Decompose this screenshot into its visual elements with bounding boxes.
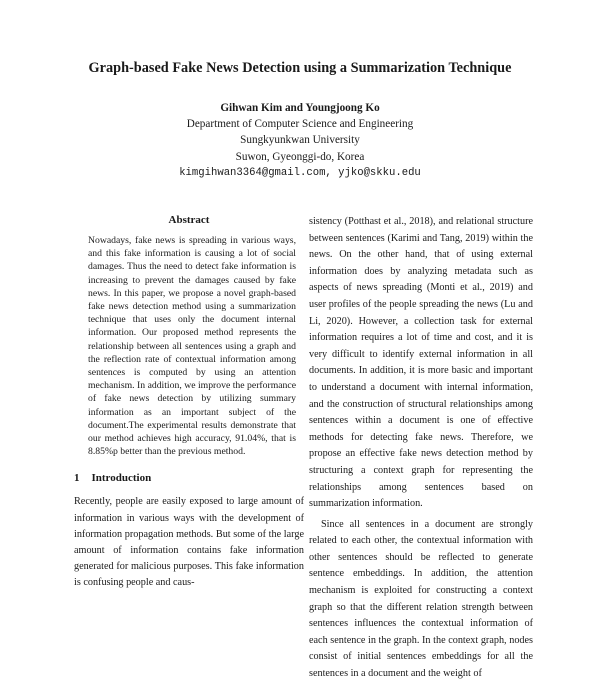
section-number: 1 xyxy=(74,472,80,485)
author-emails: kimgihwan3364@gmail.com, yjko@skku.edu xyxy=(179,166,421,179)
author-location: Suwon, Gyeonggi-do, Korea xyxy=(235,150,365,163)
author-university: Sungkyunkwan University xyxy=(240,134,360,147)
left-column xyxy=(74,214,304,592)
body-paragraph-1: sistency (Potthast et al., 2018), and relational structure between sentences (Karimi and Tang, 2019) within the news. On the other hand, that of using external information does by analyzing metadata such as aspects of news spreading (Monti et al., 2019) and user profiles of the people spreading the news (Lu and Li, 2020). However, a collection task for external information requires a lot of time and cost, and it is very difficult to identify external information in all documents. In addition, it is more basic and important to understand a document with internal information, and the construction of structural relationships among sentences within a document is one of effective methods for detecting fake news. Therefore, we propose an effective fake news detection method by structuring a context graph for representing the relationships among sentences based on summarization information. xyxy=(309,216,533,510)
right-column xyxy=(309,214,533,683)
introduction-heading xyxy=(74,472,304,484)
author-names: Gihwan Kim and Youngjoong Ko xyxy=(220,102,380,114)
section-title: Introduction xyxy=(91,472,152,485)
author-block xyxy=(0,100,600,181)
abstract-heading: Abstract xyxy=(168,214,210,226)
abstract-text: Nowadays, fake news is spreading in various ways, and this fake information is causing a lot of social damages. Thus the need to detect fake information is increasing to prevent the damages caused by fake news. In this paper, we propose a novel graph-based fake news detection method using a summarization technique that uses only the document internal information. Our proposed method represents the relationship between all sentences using a graph and the reflection rate of contextual information among sentences is computed by using an attention mechanism. In addition, we improve the performance of fake news detection by utilizing summary information as an important subject of the document.The experimental results demonstrate that our method achieves high accuracy, 91.04%, that is 8.85%p better than the previous method. xyxy=(88,235,296,458)
paper-title: Graph-based Fake News Detection using a Summarization Technique xyxy=(88,60,512,76)
introduction-paragraph: Recently, people are easily exposed to large amount of information in various ways with the development of information propagation methods. But some of the large amount of information contains fake information generated for malicious purposes. This fake information is confusing people and caus- xyxy=(74,496,304,589)
body-paragraph-2: Since all sentences in a document are strongly related to each other, the contextual information with other sentences should be reflected to generate sentence embeddings. In addition, the attention mechanism is exploited for constructing a context graph so that the different relation strength between sentences influences the contextual information of each sentence in the graph. In the context graph, nodes consist of initial sentences embeddings for all the sentences in a document and the weight of xyxy=(309,518,533,680)
author-department: Department of Computer Science and Engineering xyxy=(186,118,414,131)
